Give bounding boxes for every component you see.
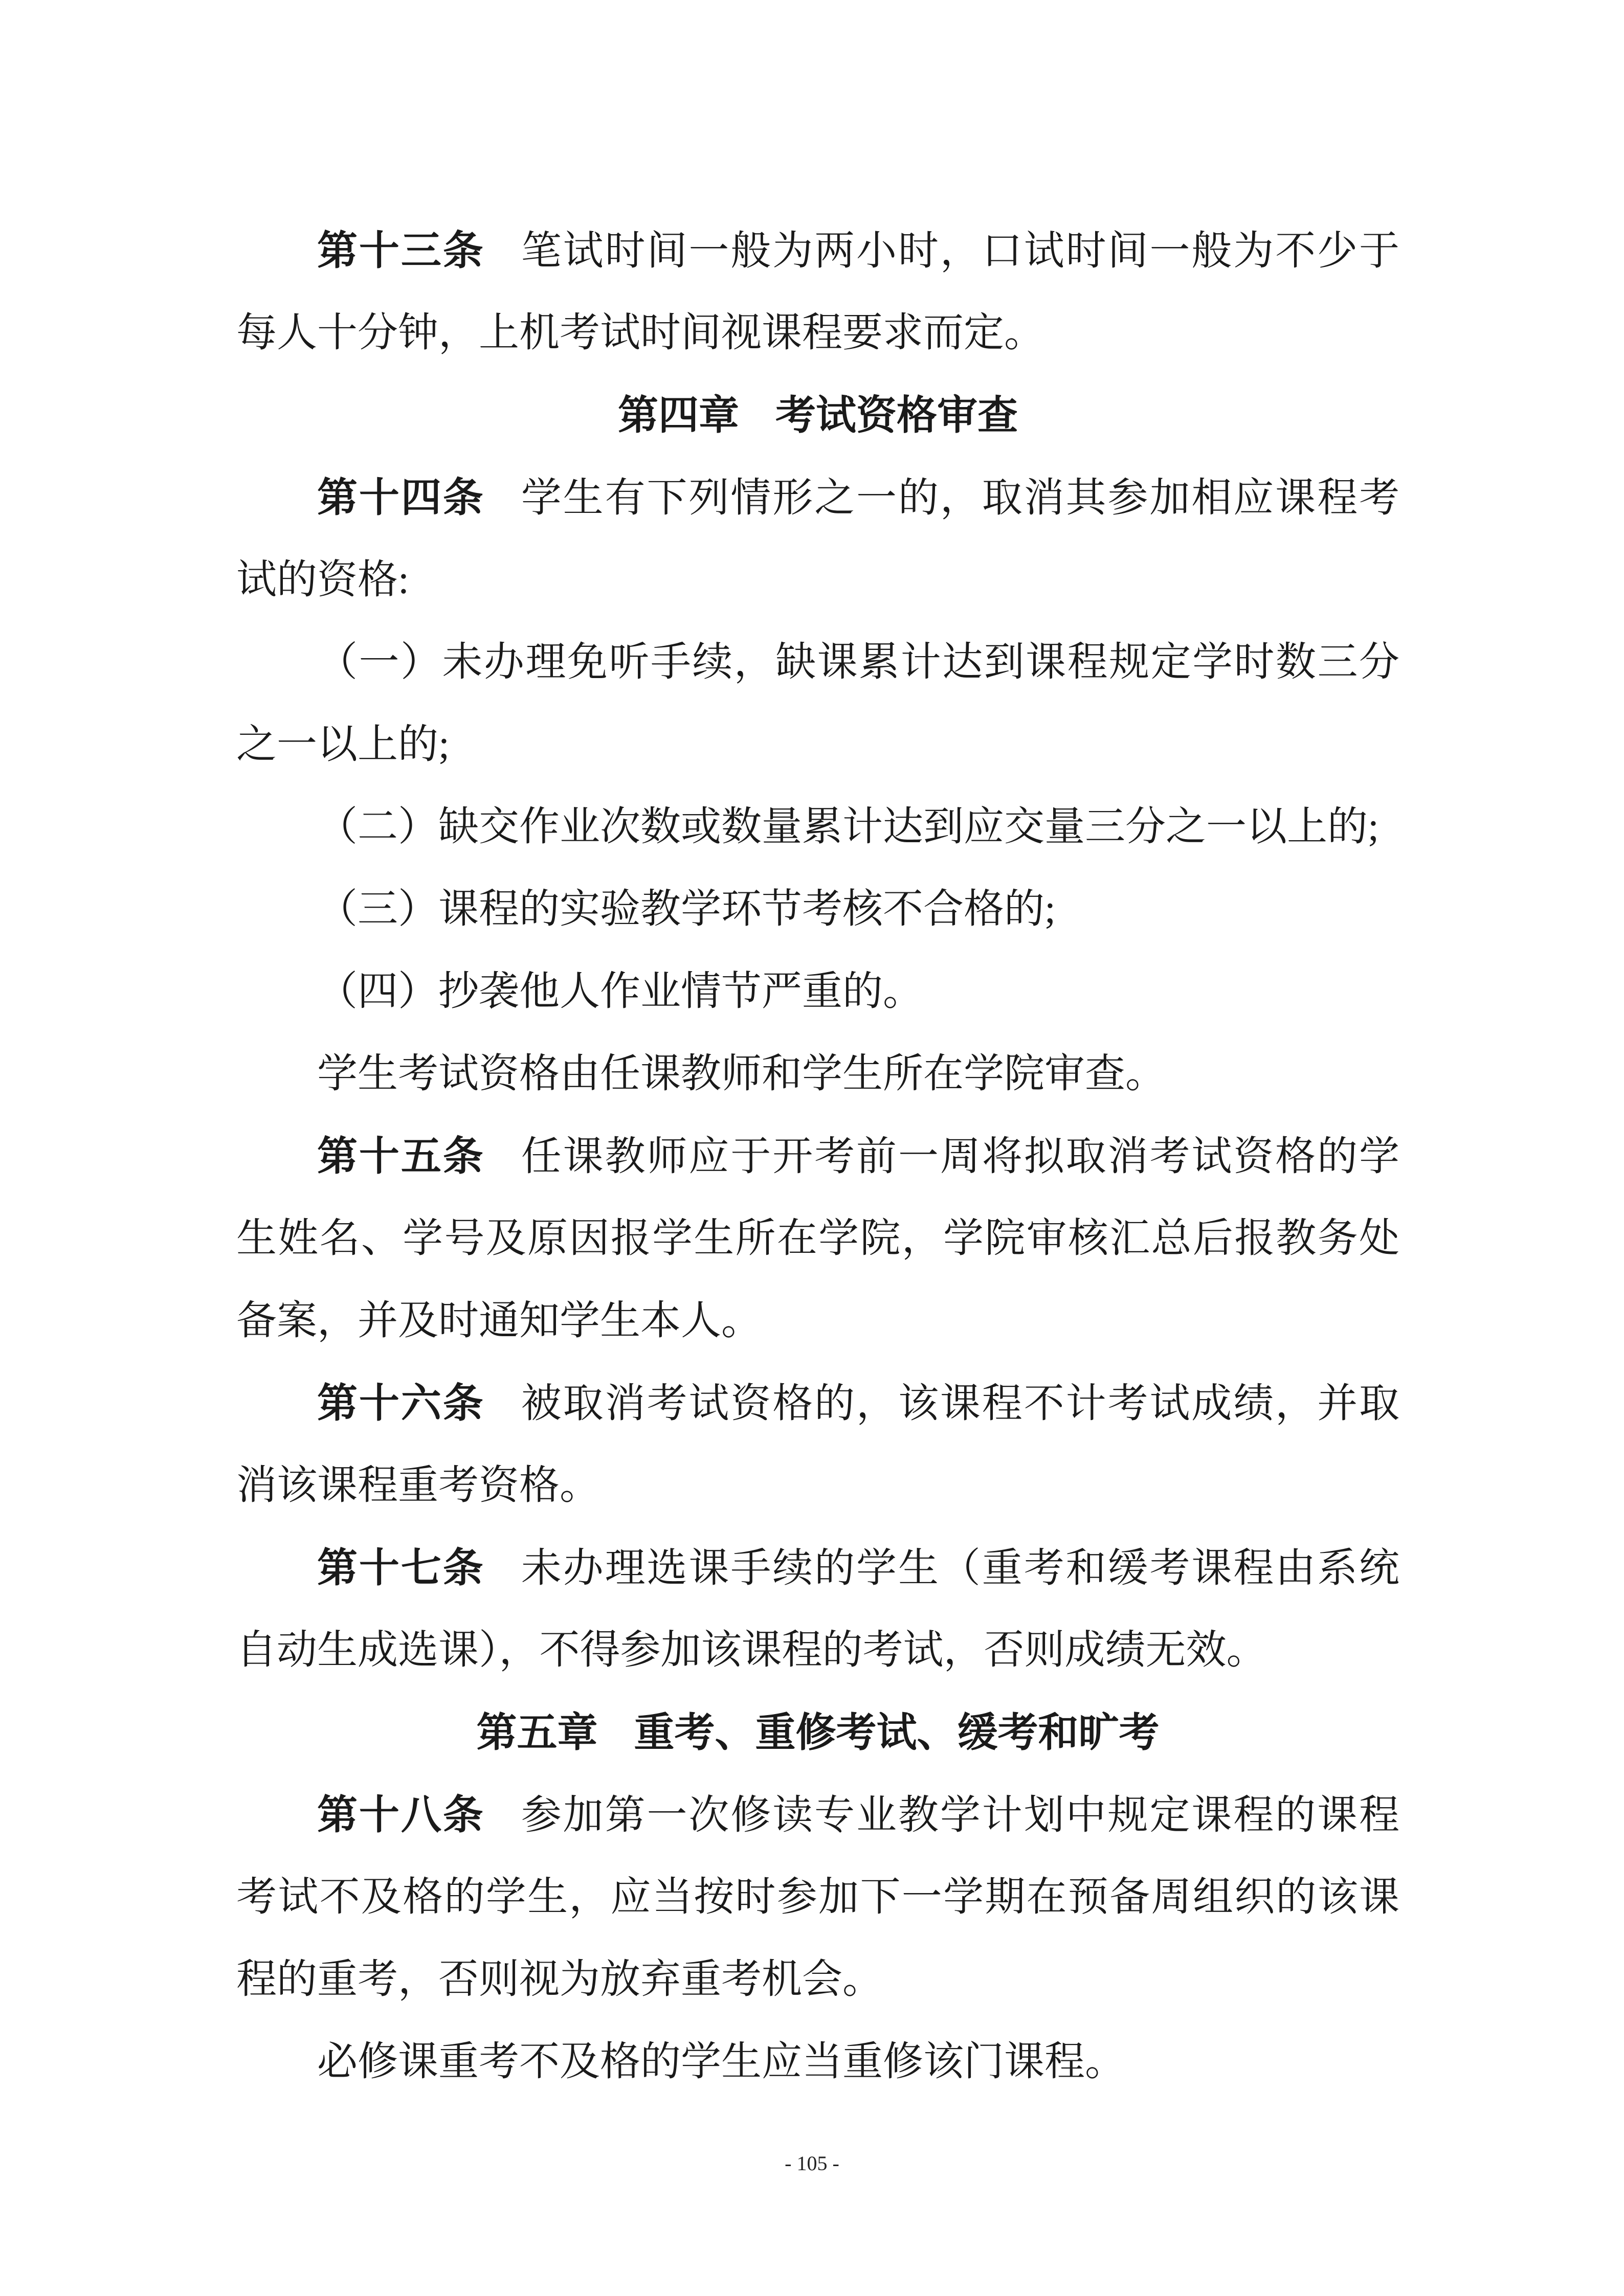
chapter-5-heading <box>236 1692 1399 1774</box>
item-1-line-1 <box>236 621 1399 704</box>
document-body <box>236 210 1399 2103</box>
article-14-line-1 <box>236 457 1399 539</box>
article-15-line-1 <box>236 1115 1399 1198</box>
chapter-4-heading <box>236 374 1399 457</box>
article-18-line-1 <box>236 1774 1399 1856</box>
chapter-4-number: 第四章 <box>617 392 739 439</box>
article-16-line-1 <box>236 1362 1399 1445</box>
article-16-line-2 <box>236 1445 1399 1527</box>
article-15-label: 第十五条 <box>317 1133 485 1180</box>
article-15-line-2 <box>236 1198 1399 1280</box>
article-13-line-2 <box>236 292 1399 374</box>
article-13-text-1: 笔试时间一般为两小时，口试时间一般为不少于 <box>521 229 1400 274</box>
article-17-line-1 <box>236 1527 1399 1609</box>
item-2-line-1 <box>236 786 1399 868</box>
paragraph-eligibility-text: 学生考试资格由任课教师和学生所在学院审查。 <box>317 1052 1166 1096</box>
item-2-text-1: （二）缺交作业次数或数量累计达到应交量三分之一以上的; <box>317 805 1379 849</box>
article-17-text-1: 未办理选课手续的学生（重考和缓考课程由系统 <box>521 1546 1400 1591</box>
article-14-text-2: 试的资格: <box>236 558 409 602</box>
item-3-text-1: （三）课程的实验教学环节考核不合格的; <box>317 887 1056 932</box>
item-1-line-2 <box>236 704 1399 786</box>
article-15-text-1: 任课教师应于开考前一周将拟取消考试资格的学 <box>521 1135 1400 1179</box>
chapter-4-title: 考试资格审查 <box>775 392 1018 439</box>
article-16-text-1: 被取消考试资格的，该课程不计考试成绩，并取 <box>521 1382 1400 1426</box>
article-13-label: 第十三条 <box>317 227 485 274</box>
article-15-text-3: 备案，并及时通知学生本人。 <box>236 1299 762 1343</box>
article-15-line-3 <box>236 1280 1399 1362</box>
article-17-line-2 <box>236 1609 1399 1692</box>
article-13-text-2: 每人十分钟，上机考试时间视课程要求而定。 <box>236 311 1044 355</box>
chapter-5-number: 第五章 <box>476 1709 598 1756</box>
article-13-line-1 <box>236 210 1399 292</box>
article-18-line-2 <box>236 1856 1399 1939</box>
article-14-line-2 <box>236 539 1399 621</box>
article-17-text-2: 自动生成选课），不得参加该课程的考试，否则成绩无效。 <box>236 1628 1267 1673</box>
article-16-text-2: 消该课程重考资格。 <box>236 1464 600 1508</box>
paragraph-required-course-text: 必修课重考不及格的学生应当重修该门课程。 <box>317 2040 1125 2084</box>
chapter-5-title: 重考、重修考试、缓考和旷考 <box>634 1709 1160 1756</box>
item-4-line-1 <box>236 951 1399 1033</box>
paragraph-required-course-retake <box>236 2021 1399 2103</box>
article-18-label: 第十八条 <box>317 1791 485 1838</box>
page-number: - 105 - <box>785 2152 839 2175</box>
item-1-text-2: 之一以上的; <box>236 723 450 767</box>
article-15-text-2: 生姓名、学号及原因报学生所在学院，学院审核汇总后报教务处 <box>236 1217 1399 1261</box>
paragraph-eligibility-review <box>236 1033 1399 1115</box>
article-17-label: 第十七条 <box>317 1544 485 1591</box>
article-18-text-2: 考试不及格的学生，应当按时参加下一学期在预备周组织的该课 <box>236 1875 1399 1920</box>
article-18-line-3 <box>236 1939 1399 2021</box>
article-18-text-3: 程的重考，否则视为放弃重考机会。 <box>236 1957 883 2002</box>
item-4-text-1: （四）抄袭他人作业情节严重的。 <box>317 970 923 1014</box>
article-14-text-1: 学生有下列情形之一的，取消其参加相应课程考 <box>521 476 1400 521</box>
item-1-text-1: （一）未办理免听手续，缺课累计达到课程规定学时数三分 <box>317 640 1399 685</box>
article-18-text-1: 参加第一次修读专业教学计划中规定课程的课程 <box>521 1793 1400 1838</box>
item-3-line-1 <box>236 868 1399 951</box>
article-14-label: 第十四条 <box>317 474 485 521</box>
article-16-label: 第十六条 <box>317 1380 485 1427</box>
